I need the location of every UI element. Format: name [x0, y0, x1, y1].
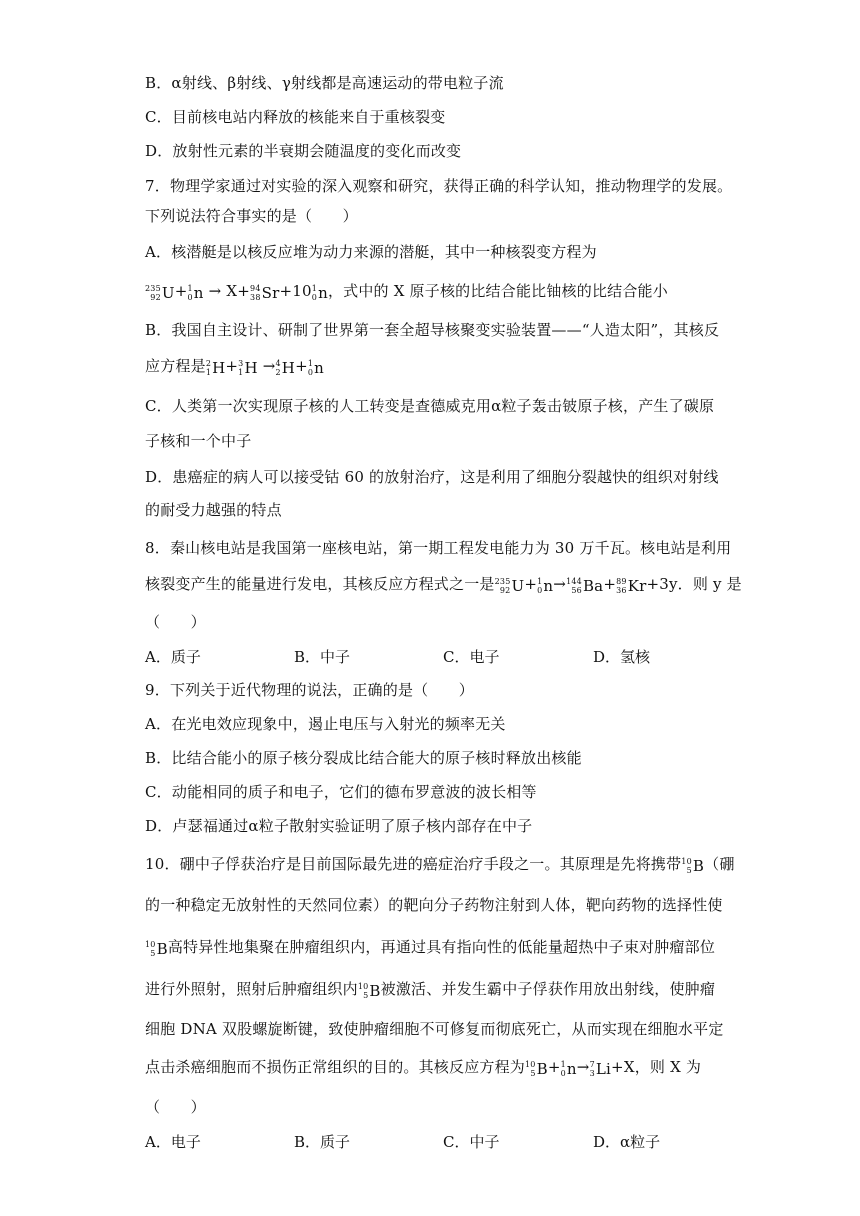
q10-stem-suffix: （硼 — [704, 855, 735, 873]
q6-option-d: D．放射性元素的半衰期会随温度的变化而改变 — [145, 142, 462, 160]
nuclide-neutron: 1 0 n — [187, 283, 204, 302]
q7-option-a-line-1: A．核潜艇是以核反应堆为动力来源的潜艇，其中一种核裂变方程为 — [145, 243, 597, 261]
q10-option-d: D．α粒子 — [593, 1133, 661, 1151]
q9-option-d: D．卢瑟福通过α粒子散射实验证明了原子核内部存在中子 — [145, 817, 533, 835]
q10-stem-line-1 — [145, 854, 735, 876]
nuclide-b10: 10 5 B — [357, 981, 381, 1000]
nuclide-neutron: 1 0 n — [307, 358, 325, 377]
q7-option-b-line-1: B．我国自主设计、研制了世界第一套全超导核聚变实验装置——“人造太阳”，其核反 — [145, 321, 720, 339]
q9-option-b: B．比结合能小的原子核分裂成比结合能大的原子核时释放出核能 — [145, 749, 582, 767]
q9-stem: 9．下列关于近代物理的说法，正确的是（ ） — [145, 681, 474, 699]
q8-answer-blank: （ ） — [145, 613, 206, 631]
nuclide-ba144: 144 56 Ba — [566, 576, 604, 595]
nuclide-neutron: 1 0 n — [537, 576, 554, 595]
q10-line-4-prefix: 进行外照射，照射后肿瘤组织内 — [145, 980, 358, 998]
nuclide-kr89: 89 36 Kr — [616, 576, 647, 595]
q10-stem-prefix: 10．硼中子俘获治疗是目前国际最先进的癌症治疗手段之一。其原理是先将携带 — [145, 855, 682, 873]
q7-option-b-line-2: 应方程是 2 1 H+ 3 1 H → 4 2 H+ 1 0 n — [145, 357, 325, 377]
q7-stem-line-1: 7．物理学家通过对实验的深入观察和研究，获得正确的科学认知，推动物理学的发展。 — [145, 177, 733, 195]
nuclide-sr94: 94 38 Sr — [250, 283, 280, 302]
q10-option-a: A．电子 — [145, 1133, 201, 1151]
q7-stem-line-2: 下列说法符合事实的是（ ） — [145, 207, 358, 225]
q7-option-d-line-1: D．患癌症的病人可以接受钴 60 的放射治疗，这是利用了细胞分裂越快的组织对射线 — [145, 468, 719, 486]
q10-line-6-prefix: 点击杀癌细胞而不损伤正常组织的目的。其核反应方程为 — [145, 1058, 526, 1076]
reaction-arrow: → — [262, 357, 276, 375]
nuclide-li7: 7 3 Li — [589, 1059, 612, 1078]
q8-option-d: D．氢核 — [593, 648, 651, 666]
q7-option-a-equation-line: 235 92 U+ 1 0 n → X+ 94 38 Sr+10 1 0 n，式中的 X 原子核的比结合能比铀核的比结合能小 — [145, 282, 668, 302]
q10-line-6-suffix: ，则 X 为 — [634, 1058, 702, 1076]
nuclide-u235: 235 92 U — [494, 576, 525, 595]
reaction-arrow: → — [208, 282, 222, 300]
q7-option-a-tail: ，式中的 X 原子核的比结合能比铀核的比结合能小 — [327, 282, 668, 300]
q8-option-c: C．电子 — [443, 648, 500, 666]
q10-stem-line-4 — [145, 979, 725, 1001]
q9-option-a: A．在光电效应现象中，遏止电压与入射光的频率无关 — [145, 715, 506, 733]
q8-stem-suffix: ．则 y 是 — [677, 575, 742, 593]
reaction-arrow: → — [553, 575, 567, 593]
nuclide-b10: 10 5 B — [681, 856, 705, 875]
q8-stem-prefix: 核裂变产生的能量进行发电，其核反应方程式之一是 — [145, 575, 495, 593]
nuclide-neutron: 1 0 n — [311, 283, 328, 302]
nuclide-h3: 3 1 H — [238, 358, 258, 377]
q7-option-d-line-2: 的耐受力越强的特点 — [145, 501, 282, 519]
nuclide-h2: 2 1 H — [205, 358, 226, 377]
q10-answer-blank: （ ） — [145, 1098, 206, 1116]
q8-option-a: A．质子 — [145, 648, 201, 666]
q6-option-c: C．目前核电站内释放的核能来自于重核裂变 — [145, 108, 446, 126]
nuclide-u235: 235 92 U — [145, 283, 175, 302]
q10-option-b: B．质子 — [294, 1133, 351, 1151]
q8-option-b: B．中子 — [294, 648, 351, 666]
q10-stem-line-6: 点击杀癌细胞而不损伤正常组织的目的。其核反应方程为 10 5 B+ 1 0 n→ 7 3 Li+X，则 X 为 — [145, 1058, 702, 1078]
q8-stem-line-1: 8．秦山核电站是我国第一座核电站，第一期工程发电能力为 30 万千瓦。核电站是利用 — [145, 539, 732, 557]
q8-stem-line-2: 核裂变产生的能量进行发电，其核反应方程式之一是 235 92 U+ 1 0 n→ 144 56 Ba+ 89 36 Kr+3y．则 y 是 — [145, 575, 742, 595]
q10-option-c: C．中子 — [443, 1133, 500, 1151]
q9-option-c: C．动能相同的质子和电子，它们的德布罗意波的波长相等 — [145, 783, 537, 801]
q10-stem-line-5: 细胞 DNA 双股螺旋断键，致使肿瘤细胞不可修复而彻底死亡，从而实现在细胞水平定 — [145, 1020, 724, 1038]
nuclide-neutron: 1 0 n — [560, 1059, 577, 1078]
q10-line-4-suffix: 被激活、并发生霸中子俘获作用放出射线，使肿瘤 — [380, 980, 716, 998]
q6-option-b: B．α射线、β射线、γ射线都是高速运动的带电粒子流 — [145, 74, 504, 92]
q7-option-c-line-1: C．人类第一次实现原子核的人工转变是查德威克用α粒子轰击铍原子核，产生了碳原 — [145, 397, 715, 415]
nuclide-b10: 10 5 B — [525, 1059, 548, 1078]
q10-stem-line-3 — [145, 937, 725, 959]
q10-stem-line-2: 的一种稳定无放射性的天然同位素）的靶向分子药物注射到人体，靶向药物的选择性使 — [145, 896, 723, 914]
q7-option-b-prefix: 应方程是 — [145, 357, 206, 375]
q7-option-c-line-2: 子核和一个中子 — [145, 432, 252, 450]
nuclide-he4: 4 2 H — [275, 358, 296, 377]
q10-line-3-text: 高特异性地集聚在肿瘤组织内，再通过具有指向性的低能量超热中子束对肿瘤部位 — [167, 938, 716, 956]
reaction-arrow: → — [576, 1058, 590, 1076]
nuclide-b10: 10 5 B — [145, 939, 168, 958]
